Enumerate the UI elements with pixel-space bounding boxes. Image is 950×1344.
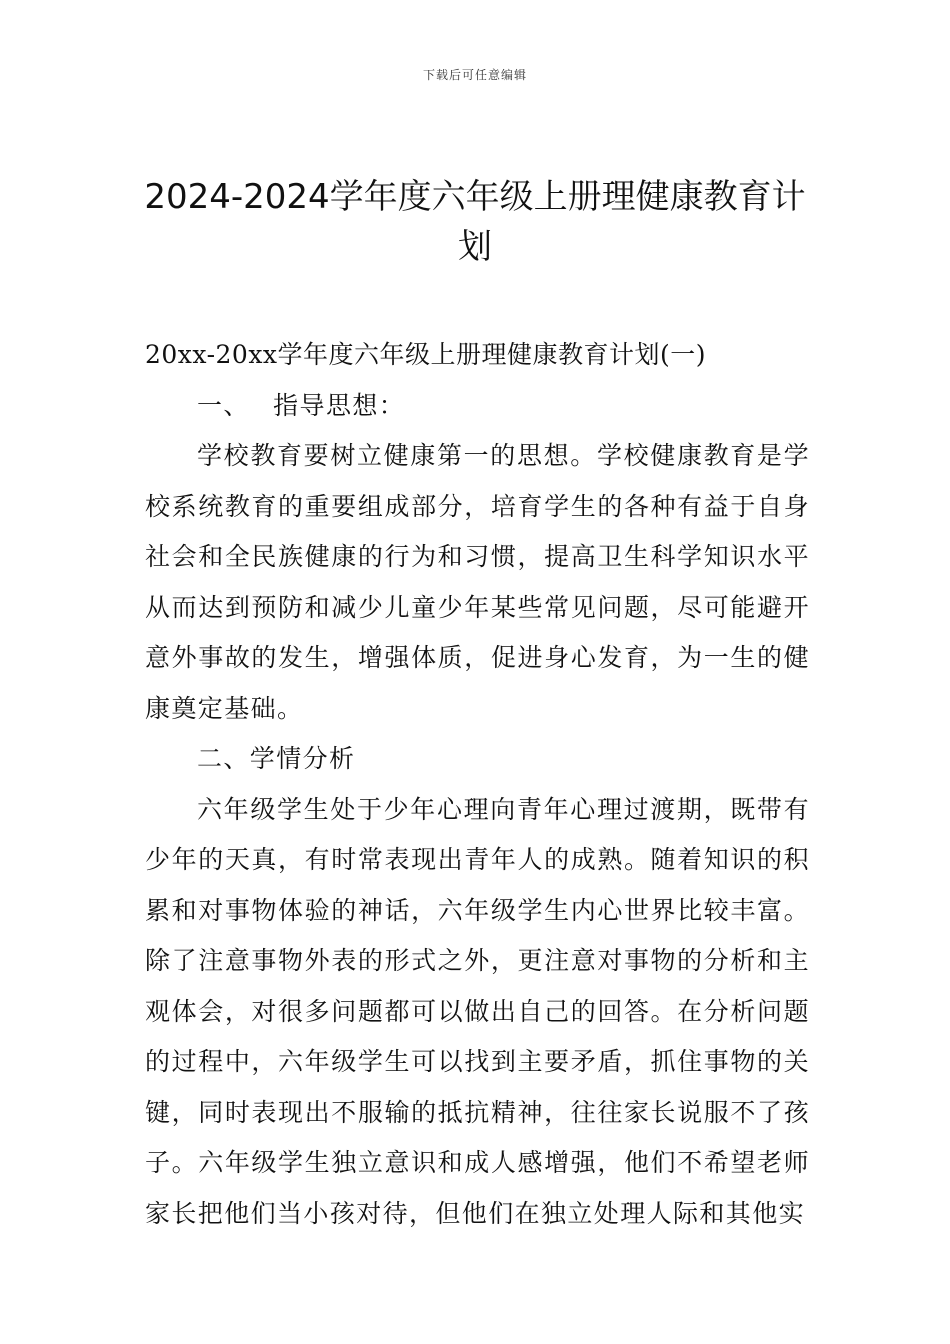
section-heading-student-analysis: 二、学情分析 [197, 744, 356, 773]
document-subtitle: 20xx-20xx学年度六年级上册理健康教育计划(一) [145, 340, 707, 369]
header-note: 下载后可任意编辑 [422, 68, 527, 82]
section-heading-guiding-thought: 一、 指导思想： [197, 390, 406, 420]
document-title: 2024-2024学年度六年级上册理健康教育计划 [144, 177, 806, 267]
section-paragraph-guiding-thought: 学校教育要树立健康第一的思想。学校健康教育是学校系统教育的重要组成部分，培育学生的各种有益于自身社会和全民族健康的行为和习惯，提高卫生科学知识水平从而达到预防和减少儿童少年某些常见问题，尽可能避开意外事故的发生，增强体质，促进身心发育，为一生的健康奠定基础。 [145, 441, 810, 723]
section-paragraph-student-analysis: 六年级学生处于少年心理向青年心理过渡期，既带有少年的天真，有时常表现出青年人的成熟。随着知识的积累和对事物体验的神话，六年级学生内心世界比较丰富。除了注意事物外表的形式之外，更注意对事物的分析和主观体会，对很多问题都可以做出自己的回答。在分析问题的过程中，六年级学生可以找到主要矛盾，抓住事物的关键，同时表现出不服输的抵抗精神，往往家长说服不了孩子。六年级学生独立意识和成人感增强，他们不希望老师家长把他们当小孩对待，但他们在独立处理人际和其他实 [145, 794, 810, 1228]
document-body [145, 330, 810, 1239]
